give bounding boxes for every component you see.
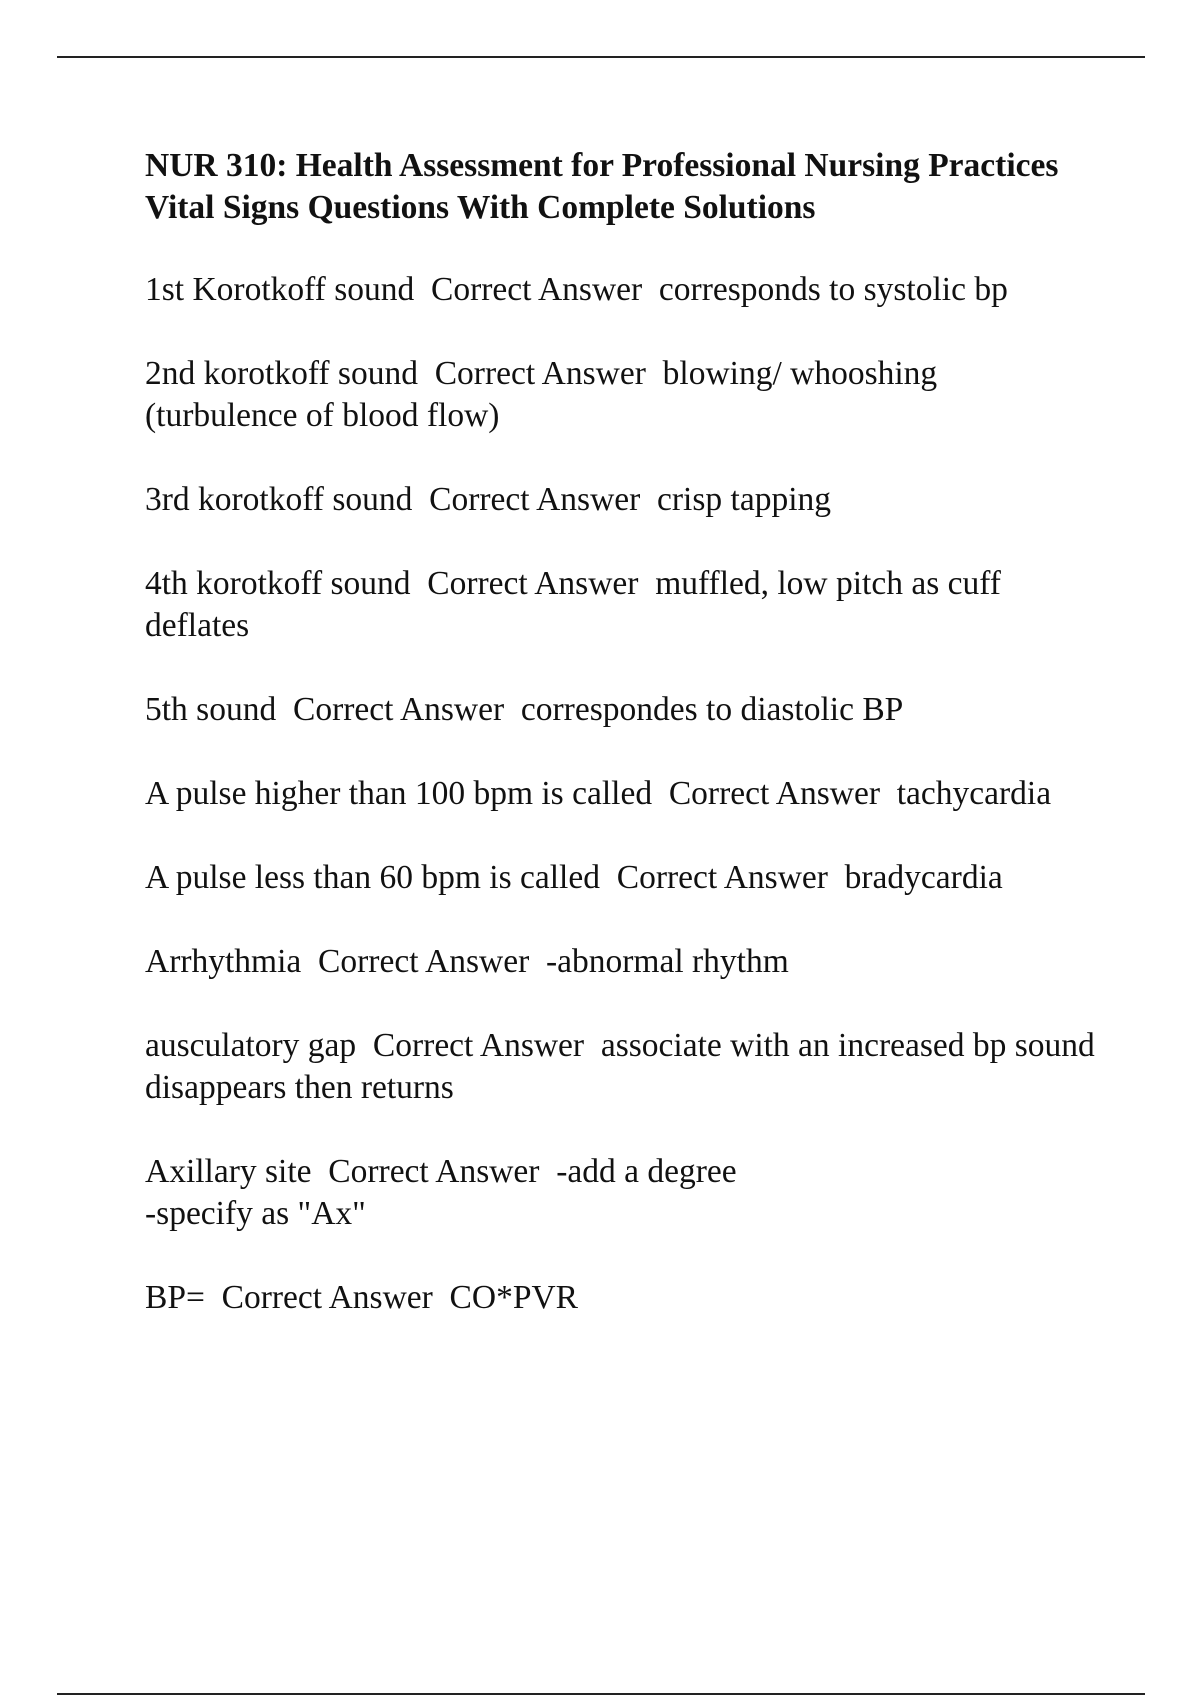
qa-item: 3rd korotkoff sound Correct Answer crisp tapping	[145, 481, 832, 518]
qa-item: A pulse less than 60 bpm is called Correct Answer bradycardia	[145, 859, 1003, 896]
qa-item: Arrhythmia Correct Answer -abnormal rhythm	[145, 943, 789, 980]
qa-item: BP= Correct Answer CO*PVR	[145, 1279, 578, 1316]
qa-list	[145, 269, 1104, 1319]
qa-item: 5th sound Correct Answer correspondes to diastolic BP	[145, 691, 904, 728]
qa-item: 1st Korotkoff sound Correct Answer corresponds to systolic bp	[145, 271, 1008, 308]
document-body	[145, 145, 1104, 1361]
top-divider	[57, 56, 1145, 58]
qa-item: 2nd korotkoff sound Correct Answer blowing/ whooshing (turbulence of blood flow)	[145, 355, 946, 434]
qa-item: 4th korotkoff sound Correct Answer muffled, low pitch as cuff deflates	[145, 565, 1010, 644]
document-title: NUR 310: Health Assessment for Professional Nursing Practices Vital Signs Questions With Complete Solutions	[145, 147, 1059, 226]
qa-item: ausculatory gap Correct Answer associate with an increased bp sound disappears then returns	[145, 1027, 1104, 1106]
bottom-divider	[57, 1693, 1145, 1695]
qa-item: Axillary site Correct Answer -add a degree -specify as "Ax"	[145, 1153, 737, 1232]
qa-item: A pulse higher than 100 bpm is called Correct Answer tachycardia	[145, 775, 1052, 812]
